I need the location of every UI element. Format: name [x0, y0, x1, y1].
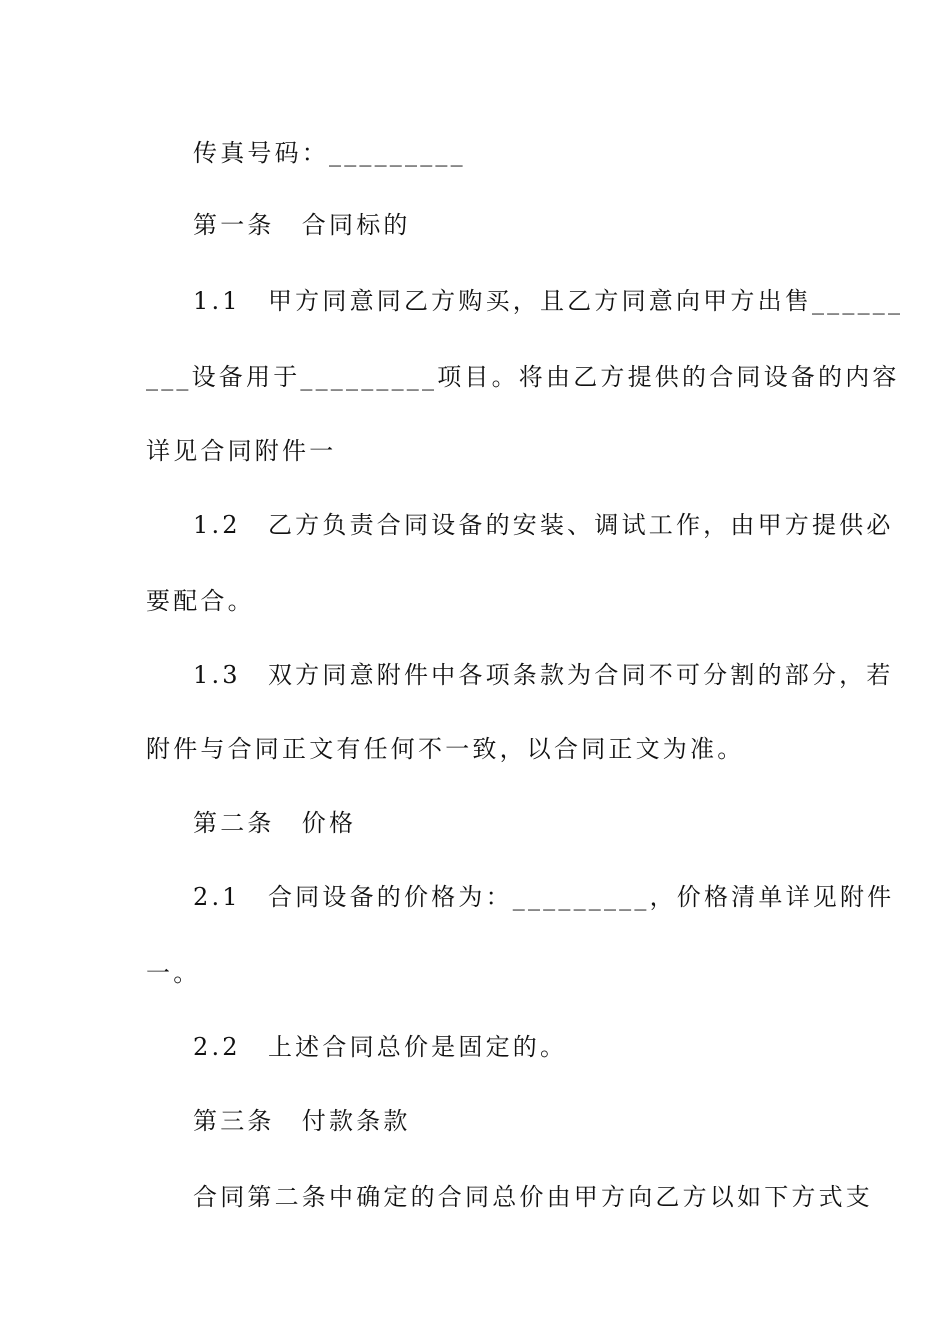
clause-1-2-line-2: 要配合。 — [146, 587, 255, 615]
clause-1-3-line-2: 附件与合同正文有任何不一致，以合同正文为准。 — [146, 735, 745, 763]
article-2-heading: 第二条 价格 — [193, 809, 357, 837]
article-1-heading: 第一条 合同标的 — [193, 211, 411, 239]
clause-1-1-line-2: ___设备用于_________项目。将由乙方提供的合同设备的内容 — [146, 363, 900, 391]
article-3-body-line-1: 合同第二条中确定的合同总价由甲方向乙方以如下方式支 — [193, 1183, 873, 1211]
clause-1-3-line-1: 1.3 双方同意附件中各项条款为合同不可分割的部分，若 — [193, 661, 894, 689]
clause-2-1-line-2: 一。 — [146, 959, 201, 987]
clause-2-1-line-1: 2.1 合同设备的价格为：_________，价格清单详见附件 — [193, 883, 895, 911]
article-3-heading: 第三条 付款条款 — [193, 1107, 411, 1135]
clause-1-1-line-1: 1.1 甲方同意同乙方购买，且乙方同意向甲方出售______ — [193, 287, 904, 315]
clause-1-2-line-1: 1.2 乙方负责合同设备的安装、调试工作，由甲方提供必 — [193, 511, 894, 539]
clause-2-2-line: 2.2 上述合同总价是固定的。 — [193, 1033, 568, 1061]
fax-number-line: 传真号码：_________ — [193, 139, 466, 167]
clause-1-1-line-3: 详见合同附件一 — [146, 437, 337, 465]
